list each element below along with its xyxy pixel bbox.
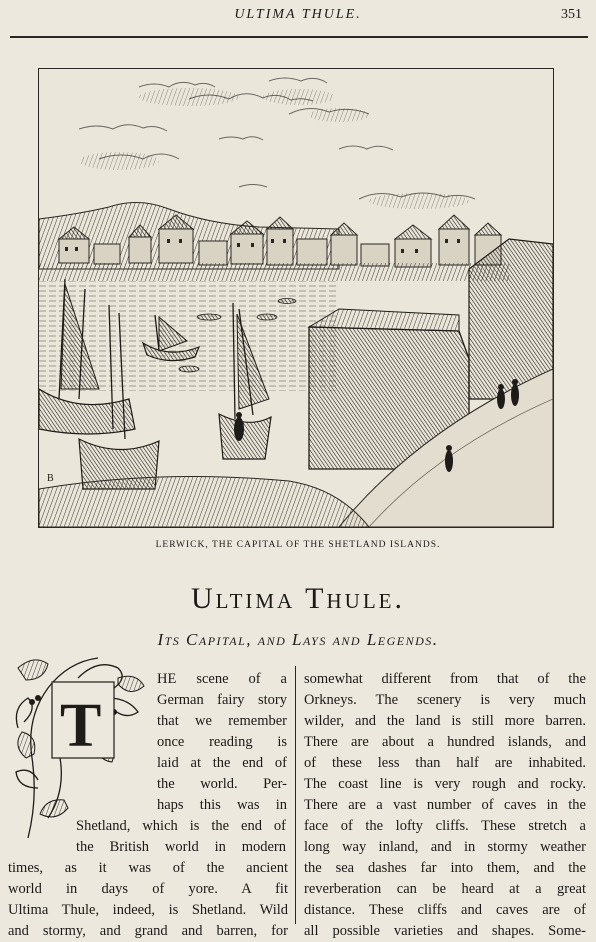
left-column-line: world in days of yore. A fit: [8, 881, 288, 897]
header-rule: [10, 36, 588, 38]
harbour-engraving: [39, 69, 553, 527]
running-title: ULTIMA THULE.: [234, 7, 362, 22]
right-column-line: distance. These cliffs and caves are of: [304, 902, 586, 918]
left-column-line: that we remember: [157, 713, 287, 729]
right-column-line: long way inland, and in stormy weather: [304, 839, 586, 855]
right-column-line: of these less than half are inhabited.: [304, 755, 586, 771]
vine-ornament: [8, 638, 152, 842]
left-column-line: German fairy story: [157, 692, 287, 708]
left-column-line: Ultima Thule, indeed, is Shetland. Wild: [8, 902, 288, 918]
right-column-line: There are a vast number of caves in the: [304, 797, 586, 813]
town-foreshore: [39, 263, 509, 281]
right-column-line: There are about a hundred islands, and: [304, 734, 586, 750]
right-column-line: Orkneys. The scenery is very much: [304, 692, 586, 708]
left-column-line: laid at the end of: [157, 755, 287, 771]
left-column-line: the world. Per-: [157, 776, 287, 792]
left-column-line: and stormy, and grand and barren, for: [8, 923, 288, 939]
right-column-line: The coast line is very rough and rocky.: [304, 776, 586, 792]
figure-caption: LERWICK, THE CAPITAL OF THE SHETLAND ISLANDS.: [155, 540, 441, 550]
column-rule: [295, 666, 296, 924]
running-head: [0, 7, 596, 27]
article-title: Ultima Thule.: [191, 582, 405, 615]
right-column-line: the sea dashes far into them, and the: [304, 860, 586, 876]
right-column-line: wilder, and the land is still more barren.: [304, 713, 586, 729]
right-column-line: somewhat different from that of the: [304, 671, 586, 687]
left-column-line: the British world in modern: [76, 839, 286, 855]
right-column-line: face of the lofty cliffs. These stretch a: [304, 818, 586, 834]
left-column-line: once reading is: [157, 734, 287, 750]
left-column-line: haps this was in: [157, 797, 287, 813]
article-subtitle: Its Capital, and Lays and Legends.: [157, 630, 439, 649]
engraver-mark: B: [47, 473, 54, 484]
right-column-line: all possible varieties and shapes. Some-: [304, 923, 586, 939]
left-column-line: Shetland, which is the end of: [76, 818, 286, 834]
ornamental-initial: [8, 638, 152, 842]
left-column-line: times, as it was of the ancient: [8, 860, 288, 876]
engraving-illustration: [38, 68, 554, 528]
right-column-line: reverberation can be heard at a great: [304, 881, 586, 897]
page-number: 351: [561, 7, 582, 22]
drop-cap: T: [60, 692, 102, 760]
left-column-line: HE scene of a: [157, 671, 287, 687]
